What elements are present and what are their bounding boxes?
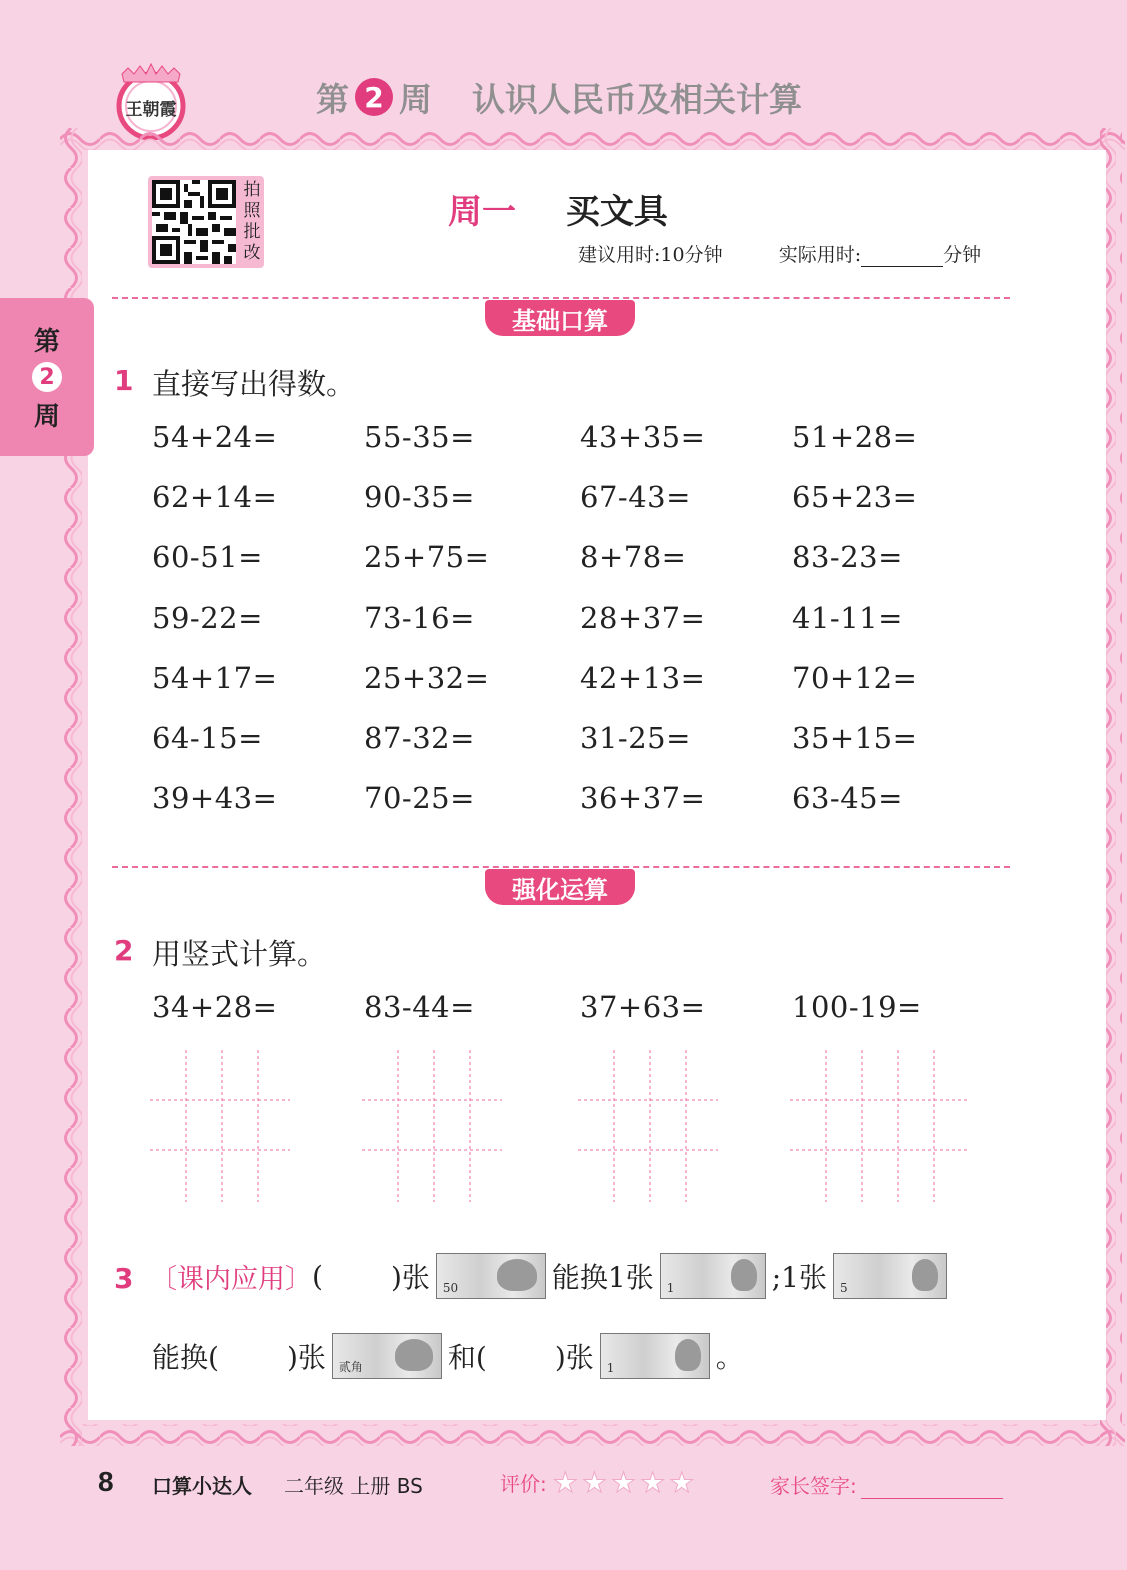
- mental-math-item: 55-35=: [364, 420, 475, 454]
- unit-topic: 认识人民币及相关计算: [472, 79, 802, 119]
- qr-label: [242, 180, 262, 264]
- question-3-line-2: [152, 1328, 744, 1384]
- page-header: [316, 72, 802, 122]
- exchange-text: ;1张: [771, 1261, 827, 1294]
- exchange-text: 能换1张: [551, 1261, 654, 1294]
- signature-line[interactable]: [861, 1478, 1003, 1499]
- week-number-badge: [355, 78, 393, 116]
- side-tab-badge: [32, 362, 62, 392]
- mental-math-item: 62+14=: [152, 480, 278, 515]
- star-icon[interactable]: ★: [610, 1465, 637, 1499]
- vertical-calc-grid[interactable]: [790, 1050, 970, 1202]
- star-icon[interactable]: ★: [640, 1465, 666, 1499]
- rating: [500, 1465, 695, 1499]
- exchange-text: 能换(: [152, 1341, 219, 1374]
- vertical-calc-grid[interactable]: [150, 1050, 290, 1202]
- page-footer: [0, 1462, 1127, 1502]
- question-number: 3: [114, 1262, 134, 1295]
- mental-math-item: 36+37=: [580, 781, 706, 816]
- mental-math-item: 54+24=: [152, 420, 278, 454]
- mental-math-item: 67-43=: [580, 480, 691, 515]
- mental-math-item: 41-11=: [792, 600, 903, 635]
- day-label: 周一: [448, 192, 516, 232]
- mental-math-item: 65+23=: [792, 480, 918, 515]
- fifty-jiao-note-image: [436, 1253, 546, 1299]
- week-prefix: 第: [316, 79, 349, 119]
- one-yuan-note-image: [660, 1253, 766, 1299]
- question-tag: 〔课内应用〕: [150, 1263, 312, 1295]
- period: 。: [715, 1341, 744, 1374]
- note-value: 50: [442, 1281, 459, 1295]
- vertical-calc-item: 37+63=: [580, 990, 706, 1024]
- section-divider: [112, 297, 1010, 299]
- vertical-calc-item: 83-44=: [364, 990, 475, 1024]
- question-text: 用竖式计算。: [152, 937, 327, 971]
- mental-math-item: 63-45=: [792, 781, 903, 816]
- mental-math-item: 31-25=: [580, 721, 691, 755]
- week-suffix: 周: [399, 79, 432, 119]
- note-value: 1: [666, 1281, 675, 1295]
- mental-math-item: 54+17=: [152, 660, 278, 695]
- vertical-calc-item: 100-19=: [792, 990, 922, 1024]
- mental-math-item: 28+37=: [580, 600, 706, 635]
- paren-open: (: [312, 1259, 323, 1293]
- qr-label-char: 照: [243, 201, 261, 221]
- actual-time-blank[interactable]: [861, 248, 943, 267]
- mental-math-item: 8+78=: [580, 540, 687, 575]
- qr-code-icon: [152, 180, 236, 264]
- mental-math-item: 43+35=: [580, 420, 706, 454]
- week-side-tab: [0, 298, 94, 456]
- section-label: 基础口算: [485, 300, 635, 336]
- note-value: 贰角: [338, 1360, 363, 1374]
- five-yuan-note-image: [833, 1253, 947, 1299]
- mental-math-item: 70+12=: [792, 660, 918, 695]
- question-3-line-1: [150, 1248, 953, 1304]
- qr-label-char: 拍: [243, 180, 261, 200]
- mental-math-item: 39+43=: [152, 781, 278, 816]
- lesson-name: 买文具: [565, 192, 668, 232]
- mental-math-item: 87-32=: [364, 721, 475, 755]
- mental-math-item: 59-22=: [152, 600, 263, 635]
- qr-label-char: 批: [243, 222, 261, 242]
- mental-math-item: 70-25=: [364, 781, 475, 816]
- conjunction-text: 和(: [447, 1341, 487, 1374]
- unit-text: )张: [390, 1261, 430, 1294]
- parent-signature: [770, 1470, 1003, 1499]
- vertical-calc-grid[interactable]: [362, 1050, 502, 1202]
- week-number: 2: [364, 80, 384, 114]
- side-tab-number: 2: [39, 364, 55, 390]
- mental-math-item: 51+28=: [792, 420, 918, 454]
- mental-math-item: 42+13=: [580, 660, 706, 695]
- question-text: 直接写出得数。: [152, 367, 356, 401]
- mental-math-item: 73-16=: [364, 600, 475, 635]
- rating-label: 评价:: [500, 1472, 547, 1496]
- time-row: [578, 240, 981, 267]
- suggested-time: 建议用时:10分钟: [578, 244, 723, 266]
- book-title: 口算小达人: [152, 1474, 252, 1498]
- mental-math-item: 35+15=: [792, 721, 918, 755]
- page-number: 8: [98, 1466, 114, 1497]
- mental-math-item: 60-51=: [152, 540, 263, 575]
- question-number: 1: [114, 364, 134, 397]
- side-tab-bottom: 周: [33, 402, 60, 432]
- mental-math-item: 25+32=: [364, 660, 490, 695]
- qr-label-char: 改: [243, 243, 261, 263]
- two-jiao-note-image: [332, 1333, 442, 1379]
- rating-stars[interactable]: [552, 1465, 695, 1499]
- mental-math-item: 90-35=: [364, 480, 475, 515]
- question-number: 2: [114, 934, 134, 967]
- unit-text: )张: [554, 1341, 594, 1374]
- one-jiao-note-image: [600, 1333, 710, 1379]
- note-value: 5: [839, 1281, 848, 1295]
- grade-volume: 二年级 上册 BS: [284, 1474, 423, 1498]
- actual-time-unit: 分钟: [943, 244, 982, 266]
- star-icon[interactable]: ★: [552, 1465, 578, 1499]
- mental-math-item: 64-15=: [152, 721, 263, 755]
- note-value: 1: [606, 1361, 615, 1375]
- section-divider: [112, 866, 1010, 868]
- star-icon[interactable]: ★: [669, 1465, 695, 1499]
- vertical-calc-grid[interactable]: [578, 1050, 718, 1202]
- vertical-calc-item: 34+28=: [152, 990, 278, 1024]
- side-tab-top: 第: [33, 327, 60, 357]
- mental-math-item: 83-23=: [792, 540, 903, 575]
- section-label: 强化运算: [485, 869, 635, 905]
- lesson-title: [448, 184, 668, 233]
- signature-label: 家长签字:: [770, 1474, 857, 1498]
- actual-time-label: 实际用时:: [778, 244, 862, 266]
- logo-text: 王朝霞: [125, 100, 177, 120]
- mental-math-item: 25+75=: [364, 540, 490, 575]
- unit-text: )张: [286, 1341, 326, 1374]
- star-icon[interactable]: ★: [581, 1465, 607, 1499]
